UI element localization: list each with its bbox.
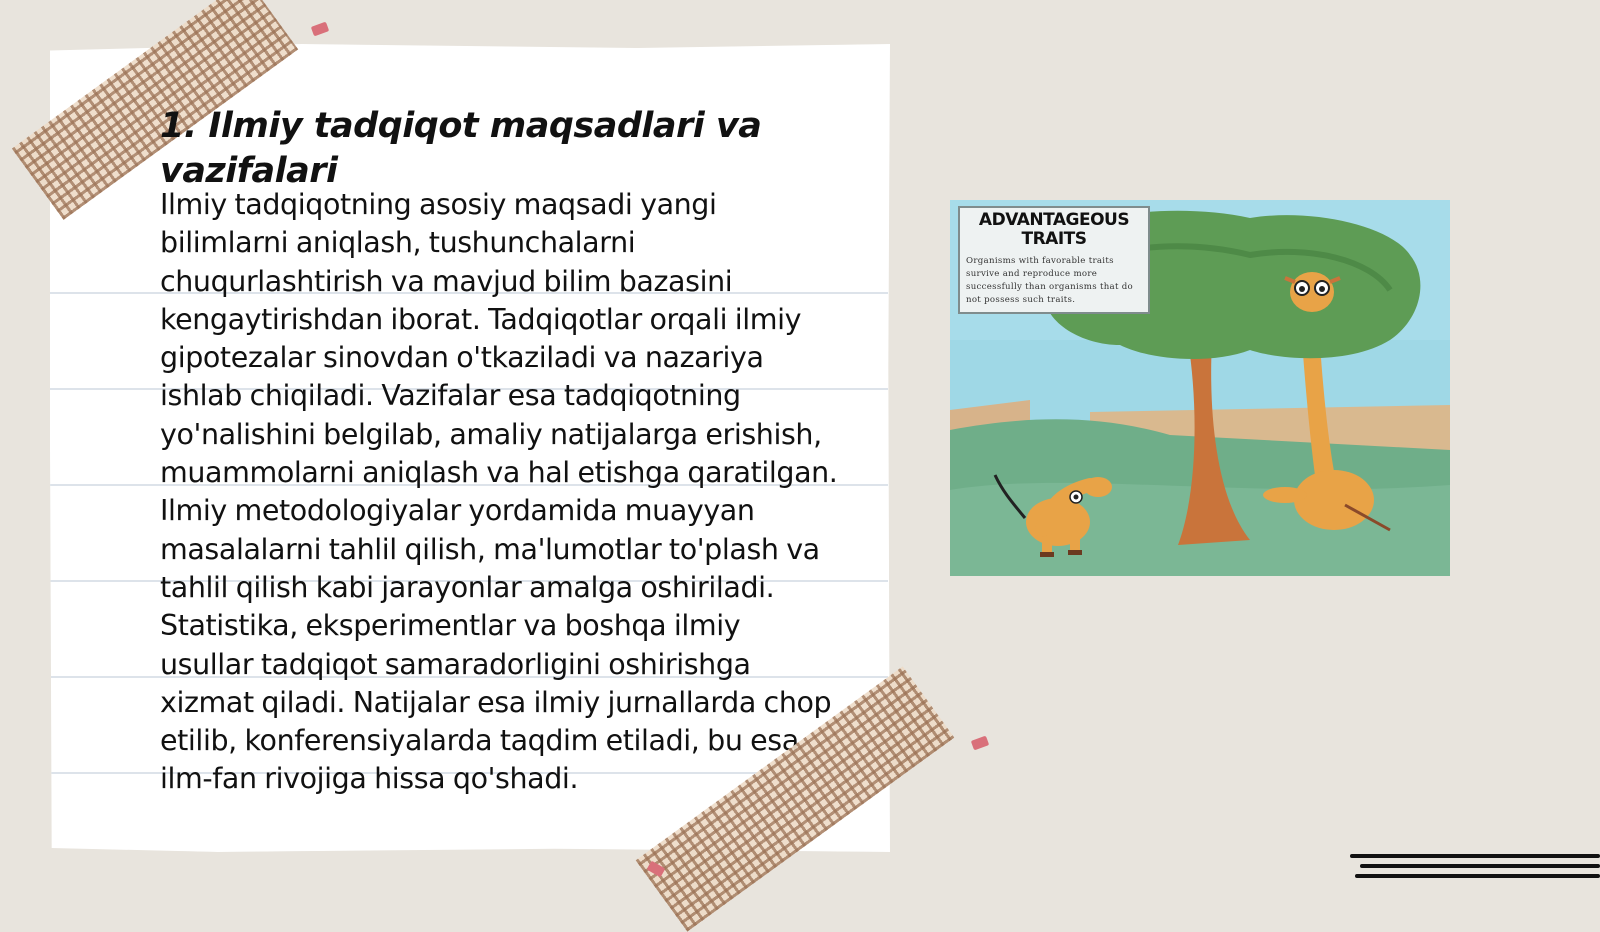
tape-tip-bottom (971, 736, 989, 751)
slide-body-text: Ilmiy tadqiqotning asosiy maqsadi yangi bilimlarni aniqlash, tushunchalarni chuqurlashtirish va mavjud bilim bazasini kengaytirishdan iborat. Tadqiqotlar orqali ilmiy gipotezalar sinovdan o'tkaziladi va nazariya ishlab chiqiladi. Vazifalar esa tadqiqotning yo'nalishini belgilab, amaliy natijalarga erishish, muammolarni aniqlash va hal etishga qaratilgan. Ilmiy metodologiyalar yordamida muayyan masalalarni tahlil qilish, ma'lumotlar to'plash va tahlil qilish kabi jarayonlar amalga oshiriladi. Statistika, eksperimentlar va boshqa ilmiy usullar tadqiqot samaradorligini oshirishga xizmat qiladi. Natijalar esa ilmiy jurnallarda chop etilib, konferensiyalarda taqdim etiladi, bu esa ilm-fan rivojiga hissa qo'shadi. (160, 188, 838, 796)
tape-tip-top (311, 22, 329, 37)
decorative-line (1350, 854, 1600, 858)
decorative-line (1360, 864, 1600, 868)
decorative-lines (1350, 850, 1600, 890)
advantageous-traits-illustration (950, 200, 1450, 576)
decorative-line (1355, 874, 1600, 878)
card-text: Organisms with favorable traits survive and reproduce more successfully than organisms that do not possess such traits. (966, 256, 1134, 305)
card-title: ADVANTAGEOUS TRAITS (978, 210, 1130, 249)
slide-title: 1. Ilmiy tadqiqot maqsadlari va vazifalari (160, 106, 762, 191)
info-card (958, 206, 1150, 314)
